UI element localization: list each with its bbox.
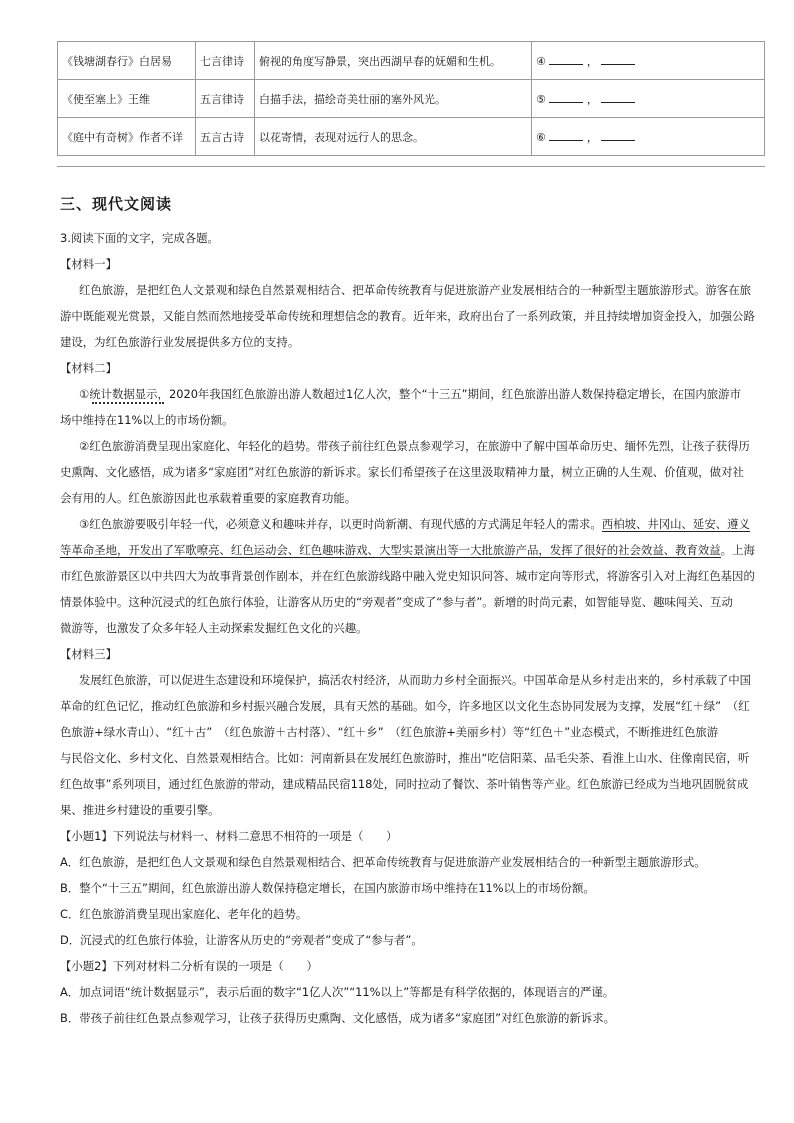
answer-blank[interactable] [549, 93, 583, 103]
text-run: ③红色旅游要吸引年轻一代，必须意义和趣味并存，以更时尚新潮、有现代感的方式满足年轻人的需求。 [79, 517, 602, 531]
poem-description: 俯视的角度写静景，突出西湖早春的妩媚和生机。 [255, 42, 532, 80]
poem-form: 五言古诗 [196, 118, 255, 156]
poem-title: 《使至塞上》王维 [58, 80, 196, 118]
q2-option-b[interactable]: B．带孩子前往红色景点参观学习，让孩子获得历史熏陶、文化感悟，成为诸多“家庭团”对红色旅游的新诉求。 [60, 1011, 615, 1025]
material3-text: 色旅游+绿水青山）、“红＋古” （红色旅游＋古村落）、“红＋乡” （红色旅游+美丽乡村）等“红色＋”业态模式，不断推进红色旅游 [60, 725, 719, 739]
answer-blank[interactable] [601, 131, 635, 141]
underlined-text: 西柏坡、井冈山、延安、遵义 [601, 517, 750, 531]
answer-cell [532, 118, 765, 156]
answer-blank[interactable] [549, 55, 583, 65]
answer-separator: ， [586, 54, 598, 68]
answer-blank[interactable] [601, 93, 635, 103]
answer-number: ⑤ [536, 92, 546, 106]
section-title: 三、现代文阅读 [60, 195, 173, 213]
poem-form: 七言律诗 [196, 42, 255, 80]
q1-option-b[interactable]: B．整个“十三五”期间，红色旅游出游人数保持稳定增长，在国内旅游市场中维持在11%以上的市场份额。 [60, 881, 595, 895]
poem-title: 《钱塘湖春行》白居易 [58, 42, 196, 80]
material2-text: ②红色旅游消费呈现出家庭化、年轻化的趋势。带孩子前往红色景点参观学习，在旅游中了解中国革命历史、缅怀先烈，让孩子获得历 [79, 439, 750, 453]
material2-text: 会有用的人。红色旅游因此也承载着重要的家庭教育功能。 [60, 491, 357, 505]
material2-text: 微游等，也激发了众多年轻人主动探索发掘红色文化的兴趣。 [60, 621, 368, 635]
material3-text: 发展红色旅游，可以促进生态建设和环境保护，搞活农村经济，从而助力乡村全面振兴。中国革命是从乡村走出来的，乡村承载了中国 [79, 673, 752, 687]
material1-text: 红色旅游，是把红色人文景观和绿色自然景观相结合、把革命传统教育与促进旅游产业发展相结合的一种新型主题旅游形式。游客在旅 [79, 283, 752, 297]
q2-option-a[interactable]: A．加点词语“统计数据显示”，表示后面的数字“1亿人次”“11%以上”等都是有科学依据的，体现语言的严谨。 [60, 985, 615, 999]
answer-number: ⑥ [536, 130, 546, 144]
table-row [58, 42, 765, 80]
answer-blank[interactable] [601, 55, 635, 65]
divider [57, 166, 765, 167]
poem-description: 白描手法，描绘奇美壮丽的塞外风光。 [255, 80, 532, 118]
material3-label: 【材料三】 [60, 647, 117, 661]
poem-description: 以花寄情，表现对远行人的思念。 [255, 118, 532, 156]
material3-text: 红色故事”系列项目，通过红色旅游的带动，建成精品民宿118处，同时拉动了餐饮、茶叶销售等产业。红色旅游已经成为当地巩固脱贫成 [60, 777, 749, 791]
q1-option-a[interactable]: A．红色旅游，是把红色人文景观和绿色自然景观相结合、把革命传统教育与促进旅游产业发展相结合的一种新型主题旅游形式。 [60, 855, 706, 869]
emphasis-dots [92, 393, 164, 407]
q1-option-c[interactable]: C．红色旅游消费呈现出家庭化、老年化的趋势。 [60, 907, 308, 921]
question-intro: 3.阅读下面的文字，完成各题。 [60, 231, 219, 245]
table-row [58, 118, 765, 156]
material1-text: 游中既能观光赏景，又能自然而然地接受革命传统和理想信念的教育。近年来，政府出台了一系列政策，并且持续增加资金投入，加强公路 [60, 309, 755, 323]
answer-separator: ， [586, 92, 598, 106]
material2-text: ①统计数据显示，2020年我国红色旅游出游人数超过1亿人次，整个“十三五”期间，红色旅游出游人数保持稳定增长，在国内旅游市 [79, 387, 741, 401]
underlined-text: 等革命圣地，开发出了军歌嘹亮、红色运动会、红色趣味游戏、大型实景演出等一大批旅游产品，发挥了很好的社会效益、教育效益 [60, 543, 721, 557]
text-run: 。上海 [720, 543, 755, 557]
answer-number: ④ [536, 54, 546, 68]
poem-title: 《庭中有奇树》作者不详 [58, 118, 196, 156]
material2-text: 史熏陶、文化感悟，成为诸多“家庭团”对红色旅游的新诉求。家长们希望孩子在这里汲取精神力量，树立正确的人生观、价值观，做对社 [60, 465, 744, 479]
material1-text: 建设，为红色旅游行业发展提供多方位的支持。 [60, 335, 300, 349]
material2-text: 场中维持在11%以上的市场份额。 [60, 413, 234, 427]
question1-stem: 【小题1】下列说法与材料一、材料二意思不相符的一项是（ ） [60, 829, 398, 843]
material3-text: 果、推进乡村建设的重要引擎。 [60, 803, 220, 817]
answer-cell [532, 42, 765, 80]
material3-text: 革命的红色记忆，推动红色旅游和乡村振兴融合发展，具有天然的基础。如今，许多地区以文化生态协同发展为支撑，发展“红＋绿” （红 [60, 699, 750, 713]
material2-text: 情景体验中。这种沉浸式的红色旅行体验，让游客从历史的“旁观者”变成了“参与者”。新增的时尚元素，如智能导览、趣味闯关、互动 [60, 595, 733, 609]
q1-option-d[interactable]: D．沉浸式的红色旅行体验，让游客从历史的“旁观者”变成了“参与者”。 [60, 933, 423, 947]
material2-label: 【材料二】 [60, 361, 117, 375]
material1-label: 【材料一】 [60, 257, 117, 271]
question2-stem: 【小题2】下列对材料二分析有误的一项是（ ） [60, 959, 318, 973]
table-row [58, 80, 765, 118]
material2-text [60, 542, 755, 558]
poem-table [57, 41, 765, 156]
answer-blank[interactable] [549, 131, 583, 141]
material2-text [79, 516, 750, 532]
material2-text: 市红色旅游景区以中共四大为故事背景创作剧本，并在红色旅游线路中融入党史知识问答、城市定向等形式，将游客引入对上海红色基因的 [60, 569, 755, 583]
material3-text: 与民俗文化、乡村文化、自然景观相结合。比如：河南新县在发展红色旅游时，推出“吃信阳菜、品毛尖茶、看淮上山水、住像南民宿，听 [60, 751, 750, 765]
answer-separator: ， [586, 130, 598, 144]
answer-cell [532, 80, 765, 118]
poem-form: 五言律诗 [196, 80, 255, 118]
